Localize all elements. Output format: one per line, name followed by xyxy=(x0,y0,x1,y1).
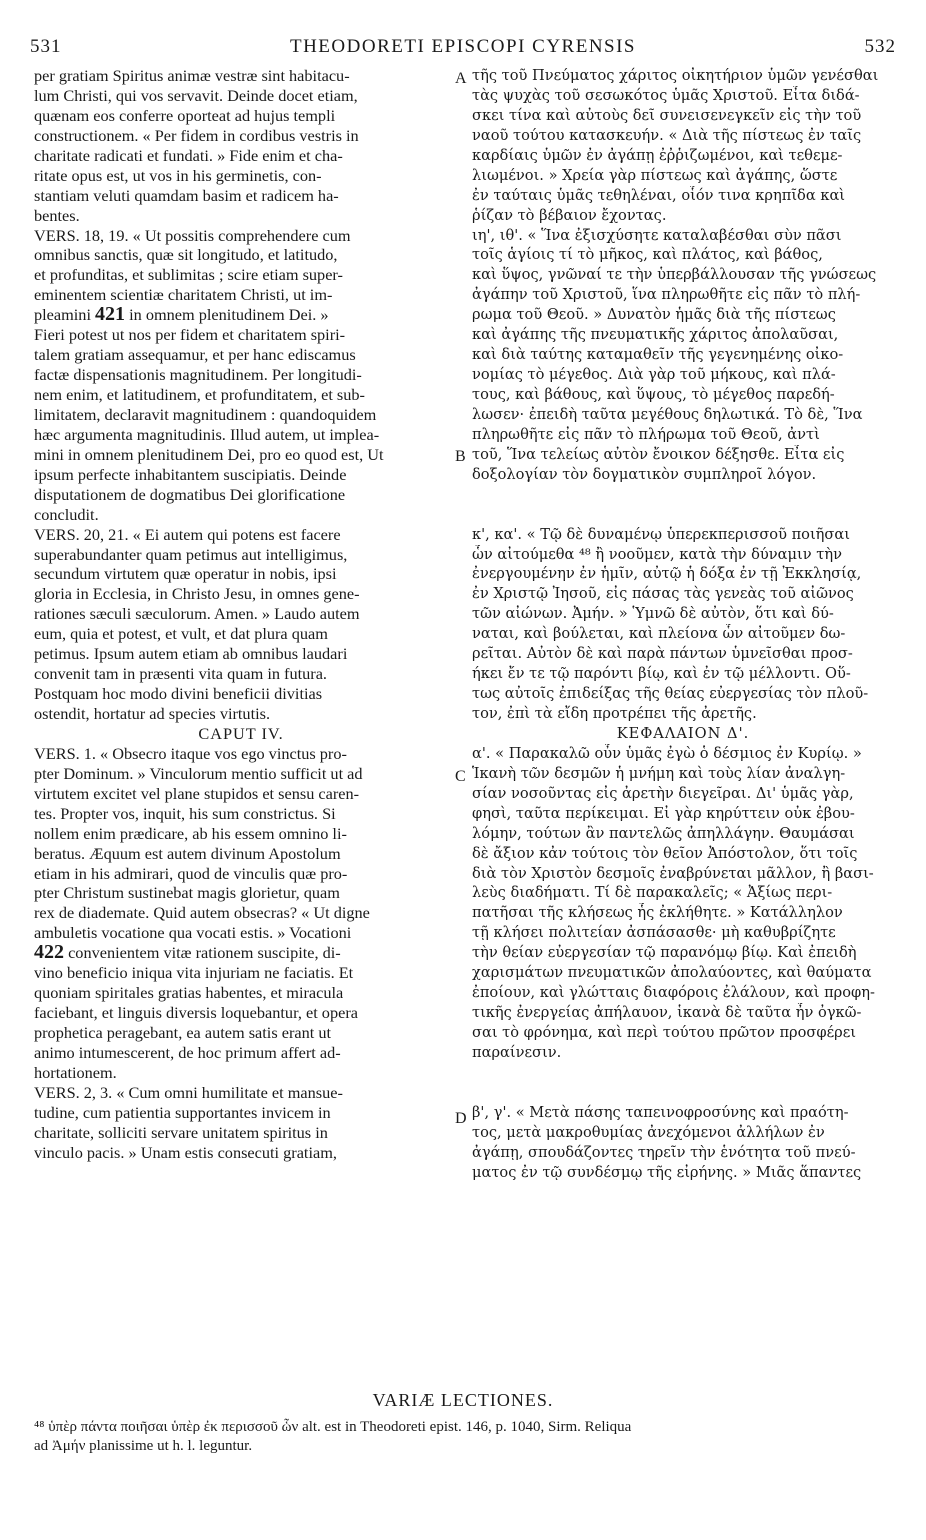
latin-text-line: rex de diademate. Quid autem obsecras? « Ut digne xyxy=(34,903,370,923)
variant-note-line: ad Ἀμήν planissime ut h. l. leguntur. xyxy=(34,1438,253,1454)
latin-text-line: quænam eos conferre oporteat ad hujus templi xyxy=(34,105,336,125)
greek-text-line: τον, ἐπὶ τὰ εἴδη προτρέπει τῆς ἀρετῆς. xyxy=(472,705,757,722)
latin-text-line: ostendit, hortatur ad species virtutis. xyxy=(34,704,271,723)
latin-text-line: lum Christi, qui vos servavit. Deinde docet etiam, xyxy=(34,85,358,105)
greek-text-line: δὲ ἄξιον κἀν τούτοις τὸν θεῖον Ἀπόστολον, ὅτι τοῖς xyxy=(472,844,858,862)
latin-text-line: VERS. 20, 21. « Ei autem qui potens est facere xyxy=(34,524,341,544)
latin-text-line: VERS. 1. « Obsecro itaque vos ego vinctus pro- xyxy=(34,743,347,763)
latin-text-block-a xyxy=(34,66,448,305)
latin-text-line: quoniam spiritales gratias habentes, et miracula xyxy=(34,983,344,1003)
greek-text-line: τοῦ, Ἵνα τελείως αὐτὸν ἔνοικον δέξησθε. Εἶτα εἰς xyxy=(472,445,845,463)
latin-text-block-c xyxy=(34,744,448,943)
latin-text-line: convenit tam in præsenti vita quam in futura. xyxy=(34,664,327,684)
greek-text-line: ῥίζαν τὸ βέβαιον ἔχοντας. xyxy=(472,206,667,224)
column-number-422: 422 xyxy=(34,943,64,964)
greek-text-line: β', γ'. « Μετὰ πάσης ταπεινοφροσύνης καὶ πραότη- xyxy=(472,1103,849,1121)
greek-text-line: ματος ἐν τῷ συνδέσμῳ τῆς εἰρήνης. » Μιᾶς ἅπαντες xyxy=(472,1163,862,1181)
greek-text-line: πληρωθῆτε εἰς πᾶν τὸ πλήρωμα τοῦ Θεοῦ, ἀντὶ xyxy=(472,425,820,443)
variae-lectiones-heading: VARIÆ LECTIONES. xyxy=(372,1390,554,1410)
greek-text-line: λιωμένοι. » Χρεία γὰρ πίστεως καὶ ἀγάπης, ὥστε xyxy=(472,166,838,184)
latin-text-line: superabundanter quam petimus aut intelligimus, xyxy=(34,544,348,564)
latin-text-line: hortationem. xyxy=(34,1062,117,1082)
latin-text-block-b xyxy=(34,325,448,724)
latin-text-line: talem gratiam assequamur, et per hanc ediscamus xyxy=(34,345,356,365)
latin-text-line: VERS. 2, 3. « Cum omni humilitate et mansue- xyxy=(34,1082,343,1102)
latin-text-line: disputationem de dogmatibus Dei glorificatione xyxy=(34,484,346,504)
latin-text-line: hæc argumenta magnitudinis. Illud autem, ut implea- xyxy=(34,424,380,444)
latin-text-line: eminentem scientiæ charitatem Christi, ut im- xyxy=(34,285,333,305)
greek-text-line: τὰς ψυχὰς τοῦ σεσωκότος ὑμᾶς Χριστοῦ. Εἶτα διδά- xyxy=(472,86,860,104)
greek-column xyxy=(472,66,894,1183)
latin-text-line: petimus. Ipsum autem etiam ab omnibus laudari xyxy=(34,644,348,664)
greek-text-line: τοῖς ἁγίοις τί τὸ μῆκος, καὶ πλάτος, καὶ βάθος, xyxy=(472,246,823,264)
section-gap xyxy=(472,505,894,525)
latin-text-line: charitate radicati et fundati. » Fide enim et cha- xyxy=(34,145,343,165)
greek-text-line: ήκει ἔν τε τῷ παρόντι βίῳ, καὶ ἐν τῷ μέλλοντι. Οὕ- xyxy=(472,665,851,683)
kefalaion-heading: ΚΕΦΑΛΑΙΟΝ Δ'. xyxy=(616,724,750,742)
margin-letter-c: C xyxy=(455,768,466,785)
greek-text-line: λεὺς διαδήματι. Τί δὲ παρακαλεῖς; « Ἀξίως περι- xyxy=(472,884,833,902)
greek-text-line: καὶ ὕψος, γνῶναί τε τὴν ὑπερβάλλουσαν τῆς γνώσεως xyxy=(472,266,877,284)
latin-text-block-d xyxy=(34,963,448,1162)
margin-letter-d: D xyxy=(455,1110,467,1127)
latin-text-line: pter Christum sustinebat magis glorietur, quam xyxy=(34,883,340,903)
greek-text-line: ἐν ταύταις ὑμᾶς τεθηλέναι, οἷόν τινα κρηπῖδα καὶ xyxy=(472,186,846,204)
greek-text-line: κ', κα'. « Τῷ δὲ δυναμένῳ ὑπερεκπερισσοῦ ποιῆσαι xyxy=(472,525,850,543)
latin-text-line: et profunditas, et sublimitas ; scire etiam super- xyxy=(34,265,343,285)
caput-heading: CAPUT IV. xyxy=(198,723,284,743)
greek-text-line: καὶ διὰ ταύτης καταμαθεῖν τῆς γεγενημένης οἰκο- xyxy=(472,346,844,364)
latin-text-line: virtutem excitet vel plane stupidos et sensu caren- xyxy=(34,783,360,803)
latin-text-line: vino beneficio iniqua vita injuriam ne faciatis. Et xyxy=(34,963,354,983)
latin-text-line: bentes. xyxy=(34,205,80,225)
latin-text-line: Postquam hoc modo divini beneficii divitias xyxy=(34,684,323,704)
section-gap xyxy=(472,1083,894,1103)
latin-text-line: nem enim, et latitudinem, et profunditatem, et sub- xyxy=(34,385,365,404)
latin-column xyxy=(34,66,448,1163)
latin-text-line: ritate opus est, ut vos in his germinetis, con- xyxy=(34,165,322,185)
latin-text-line: faciebant, et linguis diversis loquebantur, et opera xyxy=(34,1003,358,1023)
latin-line-with-column-number-422: 422 convenientem vitæ rationem suscipite, di- xyxy=(34,943,341,964)
latin-text-line: limitatem, declaravit magnitudinem : quandoquidem xyxy=(34,404,377,424)
margin-letter-b: B xyxy=(455,448,466,465)
greek-text-line: πατῆσαι τῆς κλήσεως ἧς ἐκλήθητε. » Κατάλληλον xyxy=(472,904,843,922)
greek-text-line: τῆς τοῦ Πνεύματος χάριτος οἰκητήριον ὑμῶν γενέσθαι xyxy=(472,67,879,84)
greek-text-line: σίαν νοσοῦντας εἰς ἀρετὴν διεγεῖραι. Δι' ὑμᾶς γὰρ, xyxy=(472,784,854,802)
page-header xyxy=(30,36,896,62)
greek-text-block-a xyxy=(472,66,894,485)
greek-text-line: τὴν θείαν εὐεργεσίαν τῷ παρανόμῳ βίῳ. Καὶ ἐπειδὴ xyxy=(472,944,857,962)
latin-text-line: ipsum perfecte inhabitantem suscipiatis. Deinde xyxy=(34,464,347,484)
greek-text-line: τῇ κλήσει πολιτείαν ἀσπάσασθε· μὴ καθυβρίζητε xyxy=(472,924,836,942)
greek-text-line: σαι τὸ φρόνημα, καὶ περὶ τούτου πρῶτον προσφέρει xyxy=(472,1024,857,1041)
greek-text-line: παραίνεσιν. xyxy=(472,1043,562,1061)
greek-text-block-b xyxy=(472,525,894,724)
latin-text-line: charitate, solliciti servare unitatem spiritus in xyxy=(34,1122,328,1142)
latin-text-line: eum, quia et potest, et vult, et dat plura quam xyxy=(34,624,328,644)
latin-text-line: beratus. Æquum est autem divinum Apostolum xyxy=(34,843,341,863)
greek-text-line: τικῆς ἐνεργείας ἀπήλαυον, ἱκανὰ δὲ ταῦτα ἦν ὀγκῶ- xyxy=(472,1004,862,1022)
greek-text-line: φησὶ, ταῦτα περίκειμαι. Εἰ γὰρ κηρύττειν οὐκ ἐβου- xyxy=(472,804,855,822)
latin-text-line: gloria in Ecclesia, in Christo Jesu, in omnes gene- xyxy=(34,584,360,604)
greek-text-line: Ἱκανὴ τῶν δεσμῶν ἡ μνήμη καὶ τοὺς λίαν ἀναλγη- xyxy=(472,764,846,782)
latin-text-line: rationes sæculi sæculorum. Amen. » Laudo autem xyxy=(34,604,360,624)
latin-text-line: secundum virtutem quæ operatur in nobis, ipsi xyxy=(34,564,337,584)
greek-text-line: διὰ τὸν Χριστὸν δεσμοῖς ἐναβρύνεται μᾶλλον, ἢ βασι- xyxy=(472,864,874,882)
page-number-right: 532 xyxy=(864,36,896,57)
greek-text-line: ναοῦ τούτου κατασκευήν. « Διὰ τῆς πίστεως ἐν ταῖς xyxy=(472,126,862,144)
greek-text-line: καὶ ἀγάπης τῆς πνευματικῆς χάριτος ἀπολαῦσαι, xyxy=(472,326,839,344)
greek-text-line: ναται, καὶ βούλεται, καὶ πλείονα ὧν αἰτοῦμεν δω- xyxy=(472,625,846,643)
greek-text-line: τῶν αἰώνων. Ἀμήν. » Ὑμνῶ δὲ αὐτὸν, ὅτι καὶ δύ- xyxy=(472,605,834,623)
page-number-left: 531 xyxy=(30,36,62,57)
greek-text-line: ὧν αἰτούμεθα ⁴⁸ ἢ νοοῦμεν, κατὰ τὴν δύναμιν τὴν xyxy=(472,545,842,563)
greek-text-line: λόμην, τούτων ἂν παντελῶς ἀπηλλάγην. Θαυμάσαι xyxy=(472,824,855,842)
latin-text-line: prophetica peragebant, ea autem satis erant ut xyxy=(34,1023,331,1042)
latin-text-line: vinculo pacis. » Unam estis consecuti gratiam, xyxy=(34,1142,337,1162)
latin-text-line: ambuletis vocatione qua vocati estis. » Vocationi xyxy=(34,923,352,943)
greek-text-line: ἀγάπῃ, σπουδάζοντες τηρεῖν τὴν ἑνότητα τοῦ πνεύ- xyxy=(472,1143,856,1161)
latin-text-line: omnibus sanctis, quæ sit longitudo, et latitudo, xyxy=(34,245,338,265)
latin-text-line: per gratiam Spiritus animæ vestræ sint habitacu- xyxy=(34,66,350,85)
greek-text-line: δοξολογίαν τὸν δογματικὸν συμπληροῖ λόγον. xyxy=(472,465,817,483)
latin-text-line: stantiam veluti quamdam basim et radicem ha- xyxy=(34,185,339,205)
greek-text-line: λωσεν· ἐπειδὴ ταῦτα μεγέθους δηλωτικά. Τὸ δὲ, Ἵνα xyxy=(472,405,863,423)
column-number-421: 421 xyxy=(95,305,126,326)
variant-note-line: ⁴⁸ ὑπὲρ πάντα ποιῆσαι ὑπὲρ ἐκ περισσοῦ ὧν alt. est in Theodoreti epist. 146, p. 1040, Sirm. Reliqua xyxy=(34,1419,632,1435)
greek-text-block-d xyxy=(472,1103,894,1183)
greek-text-block-c xyxy=(472,744,894,1063)
latin-text-line: Fieri potest ut nos per fidem et charitatem spiri- xyxy=(34,325,346,345)
latin-text-line: etiam in his admirari, quod de vinculis quæ pro- xyxy=(34,863,348,883)
latin-text-line: concludit. xyxy=(34,504,99,524)
latin-text-line: VERS. 18, 19. « Ut possitis comprehendere cum xyxy=(34,225,351,245)
latin-text-line: constructionem. « Per fidem in cordibus vestris in xyxy=(34,125,359,145)
greek-text-line: τος, μετὰ μακροθυμίας ἀνεχόμενοι ἀλλήλων ἐν xyxy=(472,1123,825,1141)
greek-text-line: σκει τίνα καὶ αὐτοὺς δεῖ συνεισενεγκεῖν εἰς τὴν τοῦ xyxy=(472,106,862,124)
section-gap xyxy=(472,1063,894,1083)
section-gap xyxy=(472,485,894,505)
greek-text-line: νομίας τὸ μέγεθος. Διὰ γὰρ τοῦ μήκους, καὶ πλά- xyxy=(472,366,836,384)
running-title: THEODORETI EPISCOPI CYRENSIS xyxy=(289,36,637,57)
margin-letter-a: A xyxy=(455,70,467,87)
latin-text-line: pter Dominum. » Vinculorum mentio sufficit ut ad xyxy=(34,763,363,783)
greek-text-line: ἐποίουν, καὶ γλώτταις διαφόροις ἐλάλουν, καὶ προφη- xyxy=(472,984,875,1002)
greek-text-line: τους, καὶ βάθους, καὶ ὕψους, τὸ μέγεθος παρεδή- xyxy=(472,386,835,403)
latin-text-line: factæ dispensationis magnitudinem. Per longitudi- xyxy=(34,365,362,385)
latin-text-line: tes. Propter vos, inquit, his sum constrictus. Si xyxy=(34,803,336,823)
latin-text-line: mini in omnem plenitudinem Dei, pro eo quod est, Ut xyxy=(34,444,384,464)
greek-text-line: καρδίαις ὑμῶν ἐν ἀγάπῃ ἐῤῥιζωμένοι, καὶ τεθεμε- xyxy=(472,146,843,164)
latin-text-line: nollem enim prædicare, ab his essem omnino li- xyxy=(34,823,347,843)
variant-readings-note xyxy=(34,1418,894,1456)
greek-text-line: ἀγάπην τοῦ Χριστοῦ, ἵνα πληρωθῆτε εἰς πᾶν τὸ πλή- xyxy=(472,286,861,304)
greek-text-line: ἐνεργουμένην ἐν ἡμῖν, αὐτῷ ἡ δόξα ἐν τῇ Ἐκκλησίᾳ, xyxy=(472,565,862,583)
greek-text-line: ιη', ιθ'. « Ἵνα ἐξισχύσητε καταλαβέσθαι σὺν πᾶσι xyxy=(472,226,842,244)
greek-text-line: ἐν Χριστῷ Ἰησοῦ, εἰς πάσας τὰς γενεὰς τοῦ αἰῶνος xyxy=(472,585,854,603)
latin-text-line: tudine, cum patientia supportantes invicem in xyxy=(34,1102,331,1122)
greek-text-line: ρωμα τοῦ Θεοῦ. » Δυνατὸν ἡμᾶς διὰ τῆς πίστεως xyxy=(472,306,836,324)
greek-text-line: τως αὐτοῖς ἐπιδείξας τῆς θείας εὐεργεσίας τὸν πλοῦ- xyxy=(472,685,869,703)
latin-line-with-column-number-421: pleamini 421 in omnem plenitudinem Dei. » xyxy=(34,305,329,326)
greek-text-line: α'. « Παρακαλῶ οὖν ὑμᾶς ἐγὼ ὁ δέσμιος ἐν Κυρίῳ. » xyxy=(472,744,862,762)
greek-text-line: χαρισμάτων πνευματικῶν ἀπολαύοντες, καὶ θαύματα xyxy=(472,964,872,982)
latin-text-line: animo intumescerent, de hoc primum affert ad- xyxy=(34,1042,341,1062)
greek-text-line: ρεῖται. Αὐτὸν δὲ καὶ παρὰ πάντων ὑμνεῖσθαι προσ- xyxy=(472,645,853,663)
